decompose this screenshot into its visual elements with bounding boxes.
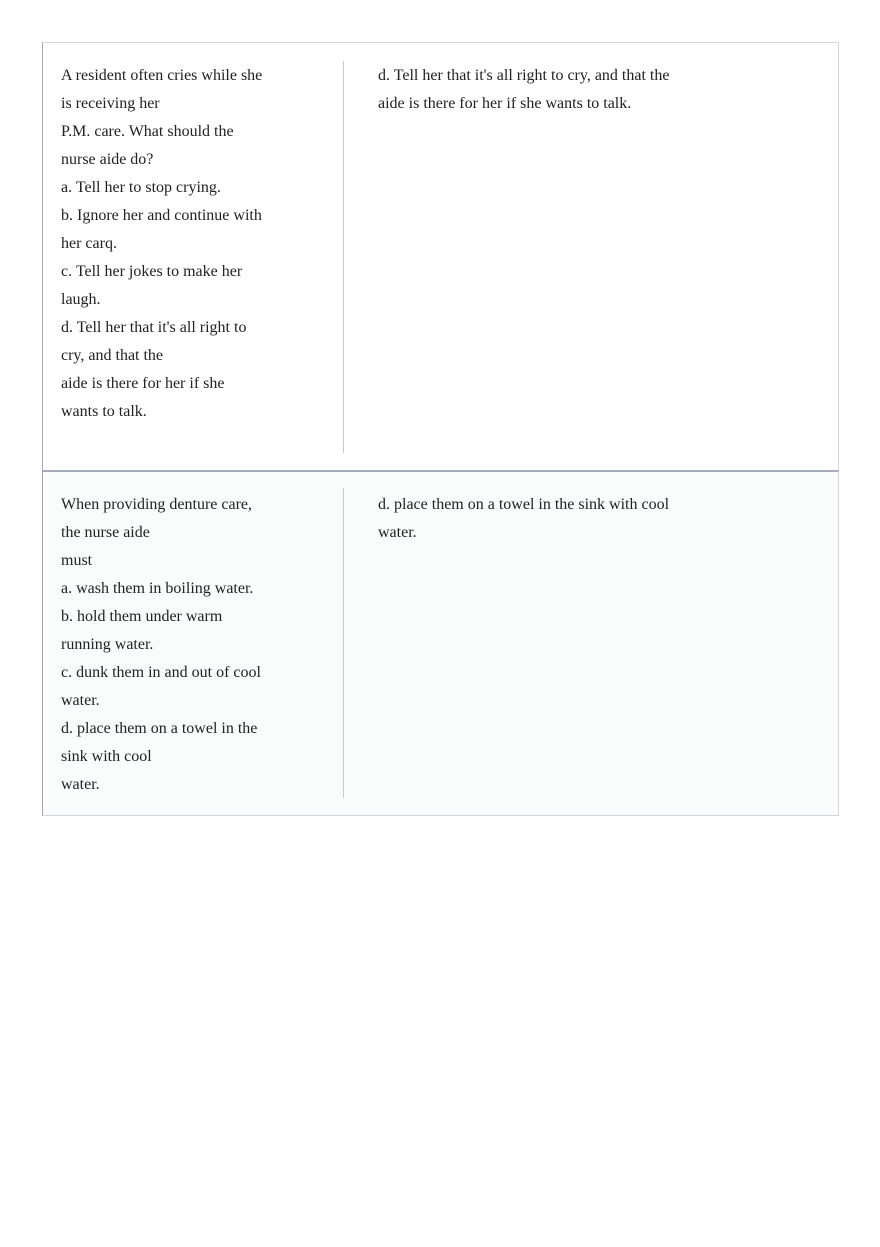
question-line: When providing denture care, bbox=[61, 496, 253, 513]
question-line: b. hold them under warm bbox=[61, 608, 223, 625]
flashcard-2 bbox=[42, 470, 839, 816]
question-line: c. dunk them in and out of cool bbox=[61, 664, 261, 681]
question-line: laugh. bbox=[61, 291, 101, 308]
question-line: sink with cool bbox=[61, 748, 152, 765]
question-line: cry, and that the bbox=[61, 347, 164, 364]
question-line: b. Ignore her and continue with bbox=[61, 207, 262, 224]
question-line: water. bbox=[61, 776, 100, 793]
column-divider bbox=[343, 61, 344, 453]
question-line: A resident often cries while she bbox=[61, 67, 263, 84]
flashcard-1 bbox=[42, 42, 839, 471]
question-line: a. Tell her to stop crying. bbox=[61, 179, 221, 196]
answer-line: water. bbox=[378, 524, 417, 541]
question-line: d. place them on a towel in the bbox=[61, 720, 258, 737]
question-text bbox=[61, 491, 286, 799]
answer-line: d. Tell her that it's all right to cry, and that the bbox=[378, 67, 670, 84]
question-line: her carq. bbox=[61, 235, 117, 252]
question-line: the nurse aide bbox=[61, 524, 150, 541]
question-line: a. wash them in boiling water. bbox=[61, 580, 254, 597]
column-divider bbox=[343, 488, 344, 798]
question-line: is receiving her bbox=[61, 95, 160, 112]
question-line: nurse aide do? bbox=[61, 151, 154, 168]
question-line: d. Tell her that it's all right to bbox=[61, 319, 247, 336]
answer-line: aide is there for her if she wants to talk. bbox=[378, 95, 632, 112]
question-line: wants to talk. bbox=[61, 403, 147, 420]
question-line: aide is there for her if she bbox=[61, 375, 225, 392]
question-line: water. bbox=[61, 692, 100, 709]
answer-text bbox=[378, 491, 718, 547]
question-line: running water. bbox=[61, 636, 154, 653]
question-line: must bbox=[61, 552, 93, 569]
question-line: c. Tell her jokes to make her bbox=[61, 263, 243, 280]
question-line: P.M. care. What should the bbox=[61, 123, 234, 140]
question-text bbox=[61, 62, 286, 426]
answer-text bbox=[378, 62, 718, 118]
answer-line: d. place them on a towel in the sink with cool bbox=[378, 496, 670, 513]
